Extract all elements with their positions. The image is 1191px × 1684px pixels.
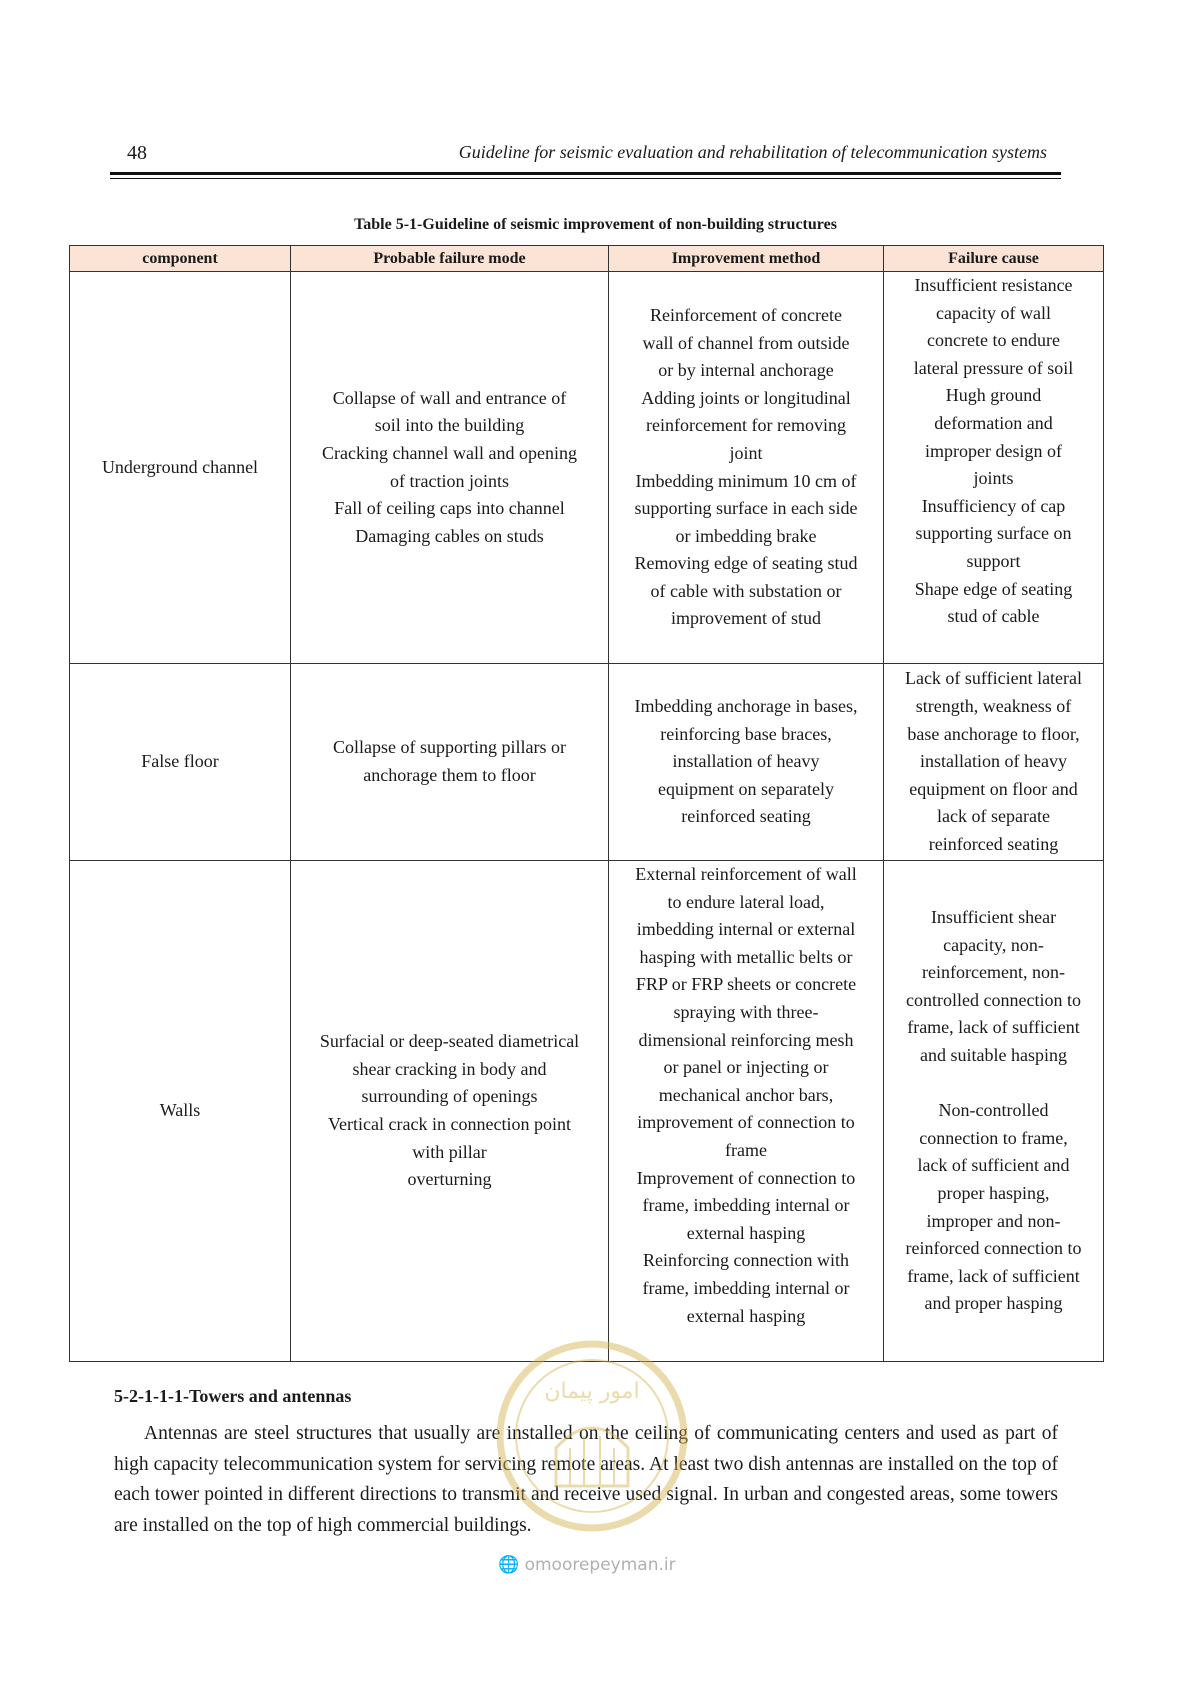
component-text: Underground channel	[101, 456, 259, 477]
failure-mode-text: Collapse of wall and entrance of soil into the building Cracking channel wall and opening of traction joints Fall of ceiling caps into channel Damaging cables on studs	[322, 387, 577, 546]
header-rule-thin	[110, 178, 1061, 179]
improvement-cell	[609, 272, 884, 664]
failure-mode-cell	[291, 861, 609, 1362]
failure-mode-text: Collapse of supporting pillars or anchorage them to floor	[333, 737, 566, 785]
failure-cause-text: Lack of sufficient lateral strength, weakness of base anchorage to floor, installation of heavy equipment on floor and lack of separate reinforced seating	[904, 668, 1083, 854]
failure-cause-cell	[884, 664, 1104, 861]
improvement-cell	[609, 861, 884, 1362]
watermark-logo-text: امور پیمان	[544, 1379, 640, 1404]
component-text: False floor	[141, 751, 219, 772]
failure-cause-text: Insufficient shear capacity, non- reinforcement, non- controlled connection to frame, lack of sufficient and suitable hasping Non-controlled connection to frame, lack of sufficient and proper hasping, improper and non- reinforced connection to frame, lack of sufficient and proper hasping	[905, 907, 1082, 1314]
table-row	[70, 664, 1104, 861]
column-header-component: component	[70, 246, 291, 272]
running-title: Guideline for seismic evaluation and rehabilitation of telecommunication systems	[458, 142, 1047, 162]
failure-cause-cell	[884, 861, 1104, 1362]
column-header-improvement-method: Improvement method	[609, 246, 884, 272]
improvement-cell	[609, 664, 884, 861]
component-cell	[70, 664, 291, 861]
column-header-failure-mode: Probable failure mode	[291, 246, 609, 272]
table-header-row	[70, 246, 1104, 272]
component-cell	[70, 861, 291, 1362]
failure-cause-text: Insufficient resistance capacity of wall concrete to endure lateral pressure of soil Hugh ground deformation and improper design of joints Insufficiency of cap supporting surface on support Shape edge of seating stud of cable	[913, 275, 1074, 627]
improvement-text: Imbedding anchorage in bases, reinforcing base braces, installation of heavy equipment on separately reinforced seating	[634, 696, 858, 827]
watermark-url-text: omoorepeyman.ir	[524, 1555, 676, 1575]
improvement-text: External reinforcement of wall to endure lateral load, imbedding internal or external hasping with metallic belts or FRP or FRP sheets or concrete spraying with three- dimensional reinforcing mesh or panel or injecting or mechanical anchor bars, improvement of connection to frame Improvement of connection to frame, imbedding internal or external hasping Reinforcing connection with frame, imbedding internal or external hasping	[635, 864, 857, 1326]
component-text: Walls	[159, 1100, 201, 1121]
failure-mode-text: Surfacial or deep-seated diametrical shear cracking in body and surrounding of openings Vertical crack in connection point with pillar overturning	[319, 1031, 580, 1190]
column-header-failure-cause: Failure cause	[884, 246, 1104, 272]
failure-mode-cell	[291, 664, 609, 861]
table-caption: Table 5-1-Guideline of seismic improvement of non-building structures	[354, 216, 837, 233]
globe-icon: 🌐	[498, 1555, 520, 1575]
improvement-text: Reinforcement of concrete wall of channel from outside or by internal anchorage Adding joints or longitudinal reinforcement for removing joint Imbedding minimum 10 cm of supporting surface in each side or imbedding brake Removing edge of seating stud of cable with substation or improvement of stud	[634, 304, 858, 629]
body-paragraph: Antennas are steel structures that usually are installed on the ceiling of communicating centers and used as part of high capacity telecommunication system for servicing remote areas. At least two dish antennas are installed on the top of each tower pointed in different directions to transmit and receive used signal. In urban and congested areas, some towers are installed on the top of high commercial buildings.	[114, 1423, 1058, 1536]
failure-mode-cell	[291, 272, 609, 664]
page-number: 48	[127, 142, 147, 164]
component-cell	[70, 272, 291, 664]
failure-table	[69, 245, 1104, 1362]
table-row	[70, 272, 1104, 664]
header-rule-thick	[110, 172, 1061, 175]
failure-cause-cell	[884, 272, 1104, 664]
watermark-url	[498, 1555, 676, 1575]
table-row	[70, 861, 1104, 1362]
section-heading: 5-2-1-1-1-Towers and antennas	[114, 1386, 352, 1406]
